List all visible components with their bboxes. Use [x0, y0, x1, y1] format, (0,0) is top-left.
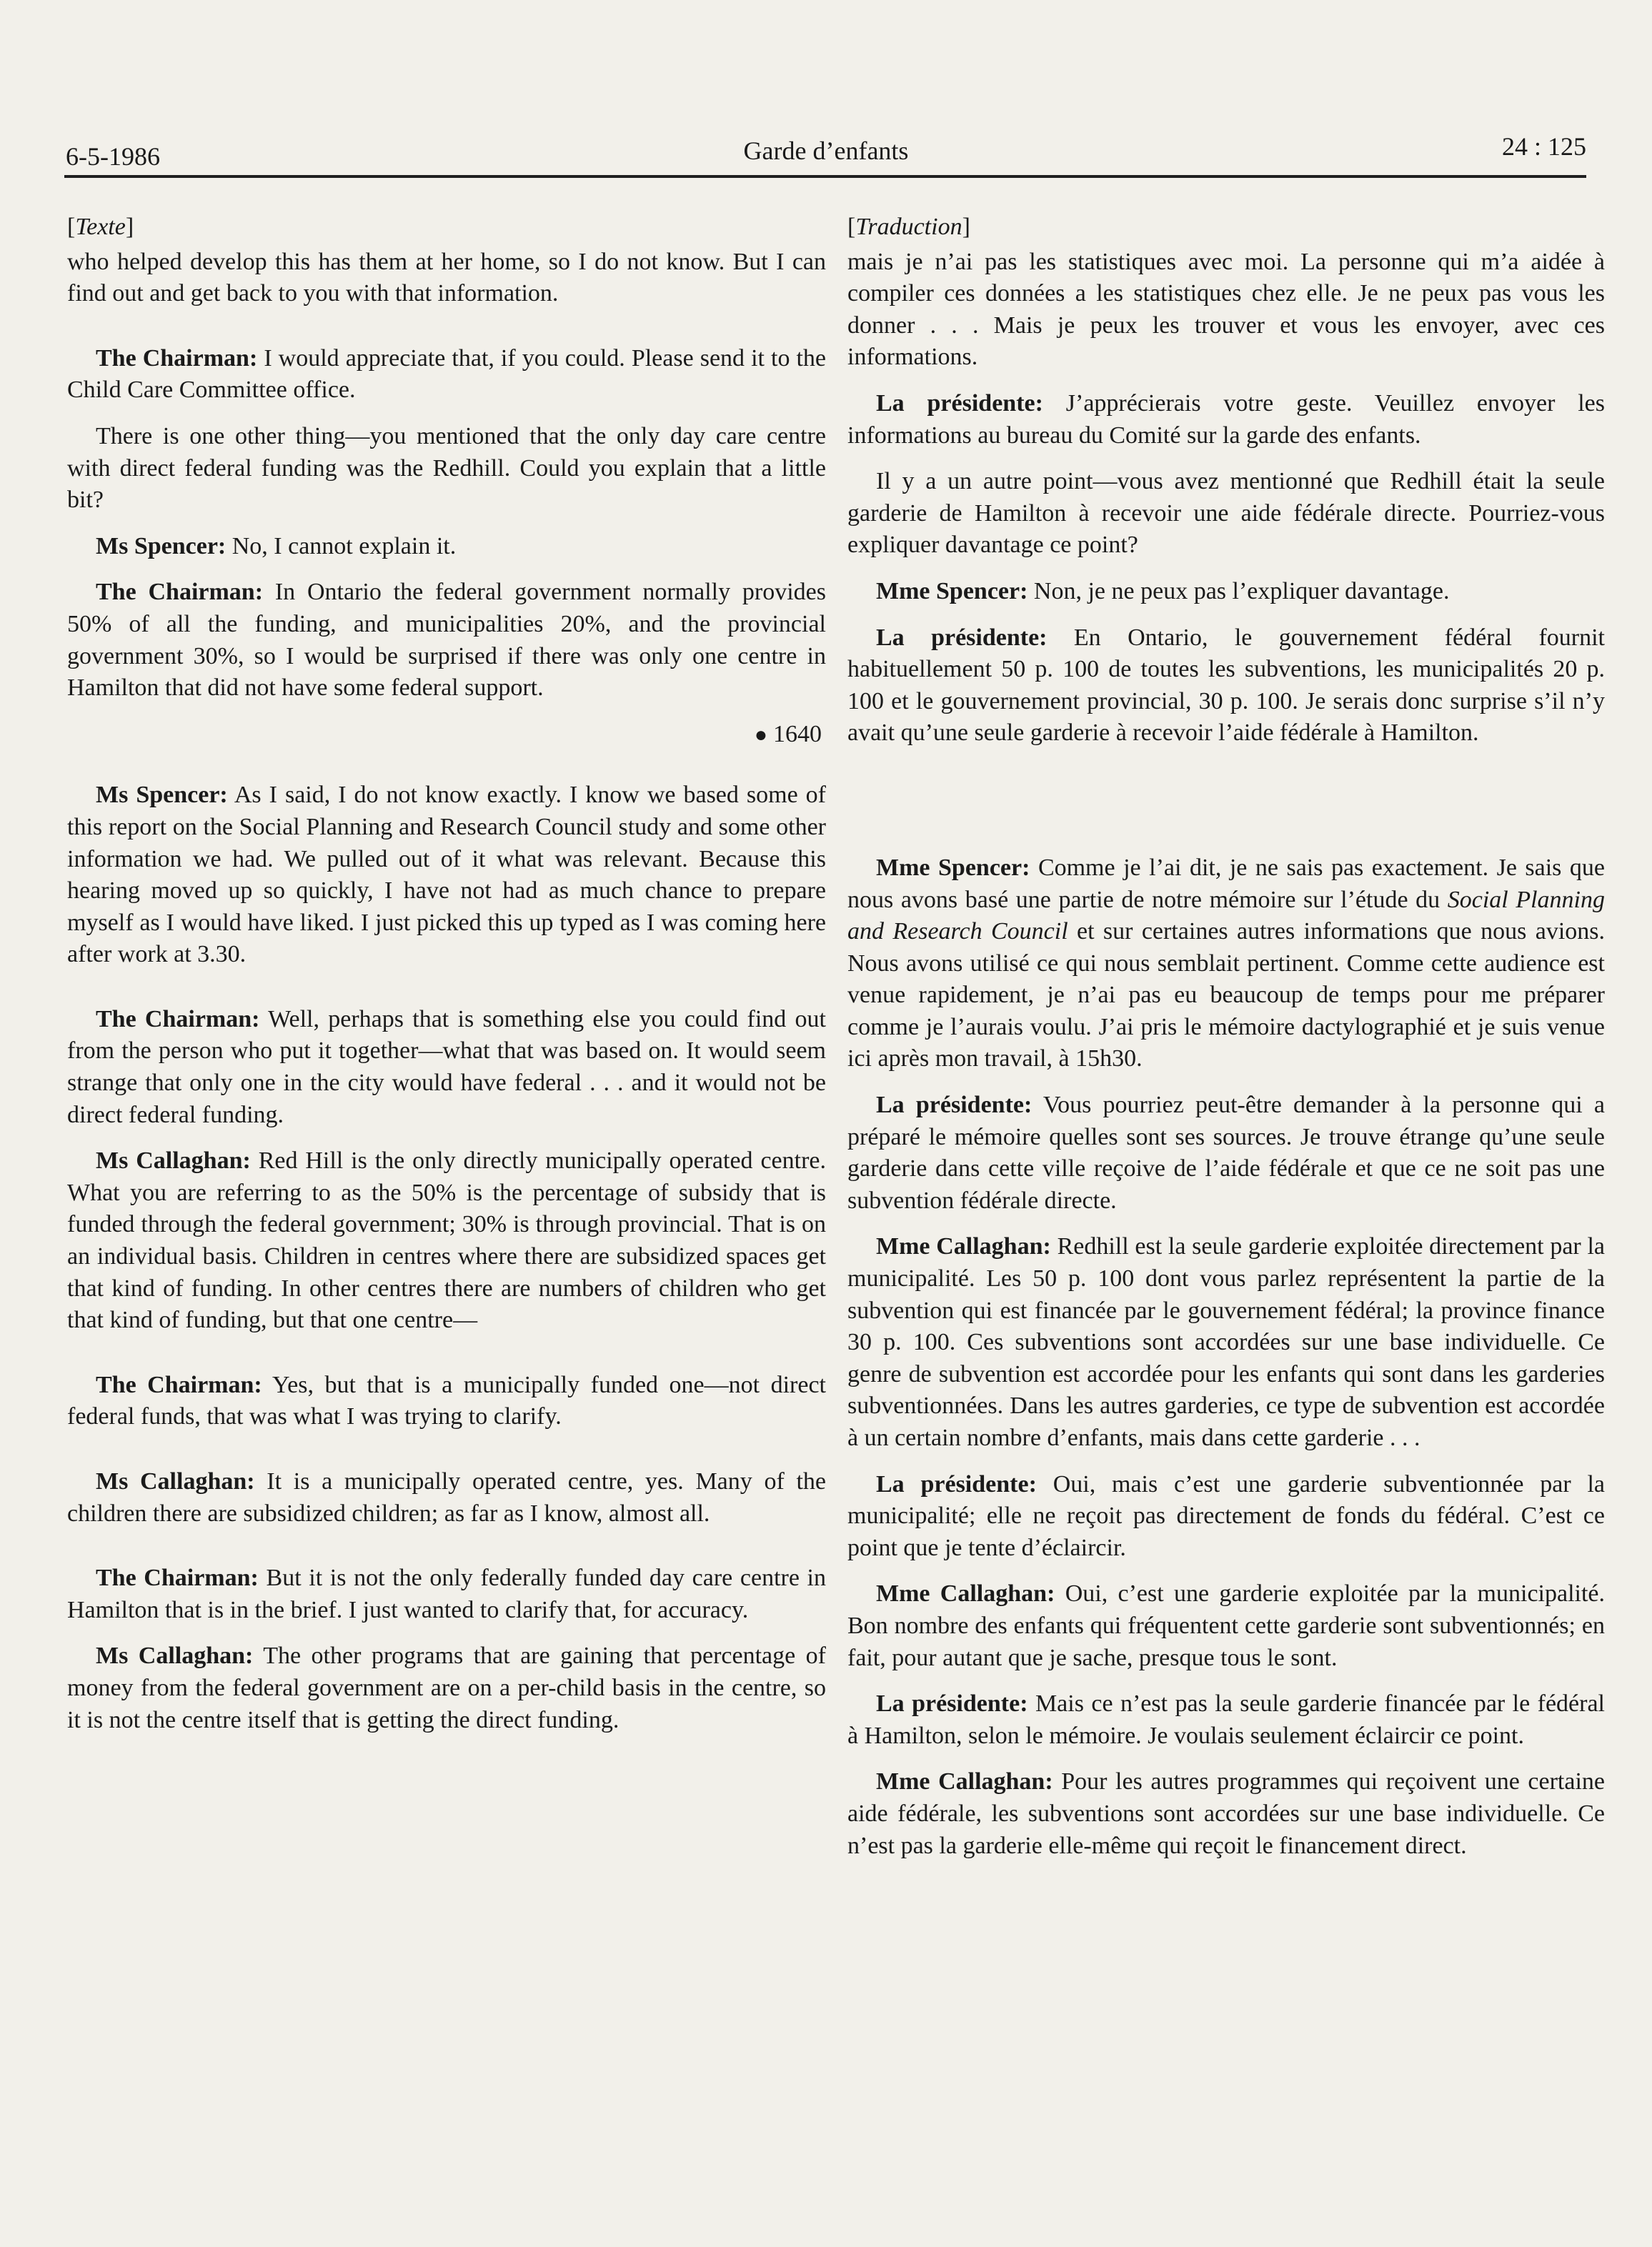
speech: The Chairman: But it is not the only federally funded day care centre in Hamilton that is in the brief. I just wanted to clarify that, for accuracy. — [67, 1565, 827, 1623]
speech: La présidente: J’apprécierais votre geste. Veuillez envoyer les informations au bureau du Comité sur la garde des enfants. — [847, 389, 1606, 449]
english-column — [67, 211, 826, 1750]
speech: Ms Callaghan: It is a municipally operated centre, yes. Many of the children there are subsidized children; as far as I know, almost all. — [67, 1468, 826, 1527]
speaker-name: Mme Callaghan: — [876, 1768, 1053, 1795]
french-column — [847, 211, 1605, 1876]
paragraph: Il y a un autre point—vous avez mentionné que Redhill était la seule garderie de Hamilton à recevoir une aide fédérale directe. Pourriez-vous expliquer davantage ce point? — [847, 468, 1605, 559]
speaker-name: The Chairman: — [96, 1565, 259, 1592]
speech: Ms Spencer: No, I cannot explain it. — [96, 532, 457, 559]
speaker-name: Ms Callaghan: — [96, 1468, 255, 1495]
time-marker: ● 1640 — [754, 720, 822, 747]
paragraph: mais je n’ai pas les statistiques avec moi. La personne qui m’a aidée à compiler ces données a les statistiques chez elle. Je ne peux pas vous les donner . . . Mais je peux les trouver et vous les envoyer, avec ces informations. — [847, 248, 1605, 371]
speaker-name: The Chairman: — [96, 344, 258, 372]
speech: The Chairman: Yes, but that is a municipally funded one—not direct federal funds, that was what I was trying to clarify. — [67, 1371, 826, 1430]
speaker-name: Ms Callaghan: — [96, 1147, 251, 1175]
header-title: Garde d’enfants — [743, 136, 909, 165]
speech: La présidente: En Ontario, le gouvernement fédéral fournit habituellement 50 p. 100 de toutes les subventions, les municipalités 20 p. 100 et le gouvernement provincial, 30 p. 100. Je serais donc surprise s’il n’y avait qu’une seule garderie à recevoir l’aide fédérale à Hamilton. — [847, 624, 1605, 747]
speaker-name: Mme Spencer: — [876, 577, 1028, 604]
speech: Mme Callaghan: Pour les autres programmes qui reçoivent une certaine aide fédérale, les subventions sont accordées sur une base individuelle. Ce n’est pas la garderie elle-même qui reçoit le financement direct. — [847, 1768, 1606, 1859]
speaker-name: La présidente: — [876, 624, 1048, 651]
speaker-name: Mme Spencer: — [876, 854, 1030, 881]
speech: Ms Spencer: As I said, I do not know exactly. I know we based some of this report on the Social Planning and Research Council study and some other information we had. We pulled out of it what was relevant. Because this hearing moved up so quickly, I have not had as much chance to prepare myself as I would have liked. I just picked this up typed as I was coming here after work at 3.30. — [67, 782, 826, 968]
paragraph: who helped develop this has them at her home, so I do not know. But I can find out and get back to you with that information. — [67, 248, 826, 307]
page-header — [66, 131, 1586, 177]
speech: Mme Spencer: Non, je ne peux pas l’expliquer davantage. — [876, 577, 1450, 604]
speech: The Chairman: In Ontario the federal government normally provides 50% of all the funding, and municipalities 20%, and the provincial government 30%, so I would be surprised if there was only one centre in Hamilton that did not have some federal support. — [67, 579, 827, 702]
column-tag: [Traduction] — [847, 214, 970, 240]
bullet-icon: ● — [754, 722, 767, 747]
speaker-name: Ms Spencer: — [96, 782, 228, 809]
speech: La présidente: Mais ce n’est pas la seule garderie financée par le fédéral à Hamilton, selon le mémoire. Je voulais seulement éclaircir ce point. — [847, 1690, 1605, 1749]
speaker-name: Ms Callaghan: — [96, 1643, 254, 1670]
speech: The Chairman: I would appreciate that, if you could. Please send it to the Child Care Committee office. — [67, 344, 827, 404]
speech: Mme Callaghan: Oui, c’est une garderie exploitée par la municipalité. Bon nombre des enfants qui fréquentent cette garderie sont subventionnés; en fait, pour autant que je sache, presque tous le sont. — [847, 1580, 1606, 1671]
speech: La présidente: Oui, mais c’est une garderie subventionnée par la municipalité; elle ne reçoit pas directement de fonds du fédéral. C’est ce point que je tente d’éclaircir. — [847, 1470, 1606, 1561]
speaker-name: The Chairman: — [96, 1005, 260, 1032]
header-rule — [64, 175, 1586, 178]
speech: The Chairman: Well, perhaps that is something else you could find out from the person who put it together—what that was based on. It would seem strange that only one in the city would have federal . . . and it would not be direct federal funding. — [67, 1005, 827, 1128]
speaker-name: La présidente: — [876, 1690, 1028, 1718]
speaker-name: La présidente: — [876, 1092, 1032, 1119]
column-tag: [Texte] — [67, 214, 134, 240]
speech: Ms Callaghan: The other programs that are gaining that percentage of money from the federal government are on a per-child basis in the centre, so it is not the centre itself that is getting the direct funding. — [67, 1643, 826, 1733]
speaker-name: La présidente: — [876, 389, 1043, 417]
speaker-name: Ms Spencer: — [96, 532, 227, 559]
speech: Mme Spencer: Comme je l’ai dit, je ne sais pas exactement. Je sais que nous avons basé une partie de notre mémoire sur l’étude du Social Planning and Research Council et sur certaines autres informations que nous avions. Nous avons utilisé ce qui nous semblait pertinent. Comme cette audience est venue rapidement, je n’ai pas eu beaucoup de temps pour me préparer comme je l’aurais voulu. J’ai pris le mémoire dactylographié et je suis venue ici après mon travail, à 15h30. — [847, 854, 1606, 1072]
speaker-name: Mme Callaghan: — [876, 1233, 1051, 1260]
speaker-name: The Chairman: — [96, 1371, 262, 1398]
speaker-name: Mme Callaghan: — [876, 1580, 1055, 1608]
speech: La présidente: Vous pourriez peut-être demander à la personne qui a préparé le mémoire quelles sont ses sources. Je trouve étrange qu’une seule garderie dans cette ville reçoive de l’aide fédérale et que ce ne soit pas une subvention fédérale directe. — [847, 1092, 1605, 1214]
page-number: 24 : 125 — [1501, 132, 1586, 161]
speech: Mme Callaghan: Redhill est la seule garderie exploitée directement par la municipalité. Les 50 p. 100 dont vous parlez représentent la partie de la subvention qui est financée par le gouvernement fédéral; la province finance 30 p. 100. Ces subventions sont accordées sur une base individuelle. Ce genre de subvention est accordée pour les enfants qui sont dans les garderies subventionnées. Dans les autres garderies, ce type de subvention est accordée à un certain nombre d’enfants, mais dans cette garderie . . . — [847, 1233, 1606, 1451]
header-date: 6-5-1986 — [66, 142, 160, 171]
speaker-name: La présidente: — [876, 1470, 1037, 1498]
speaker-name: The Chairman: — [96, 579, 264, 606]
speech: Ms Callaghan: Red Hill is the only directly municipally operated centre. What you are referring to as the 50% is the percentage of subsidy that is funded through the federal government; 30% is through provincial. That is on an individual basis. Children in centres where there are subsidized spaces get that kind of funding. In other centres there are numbers of children who get that kind of funding, but that one centre— — [67, 1147, 826, 1334]
paragraph: There is one other thing—you mentioned that the only day care centre with direct federal funding was the Redhill. Could you explain that a little bit? — [67, 422, 826, 514]
